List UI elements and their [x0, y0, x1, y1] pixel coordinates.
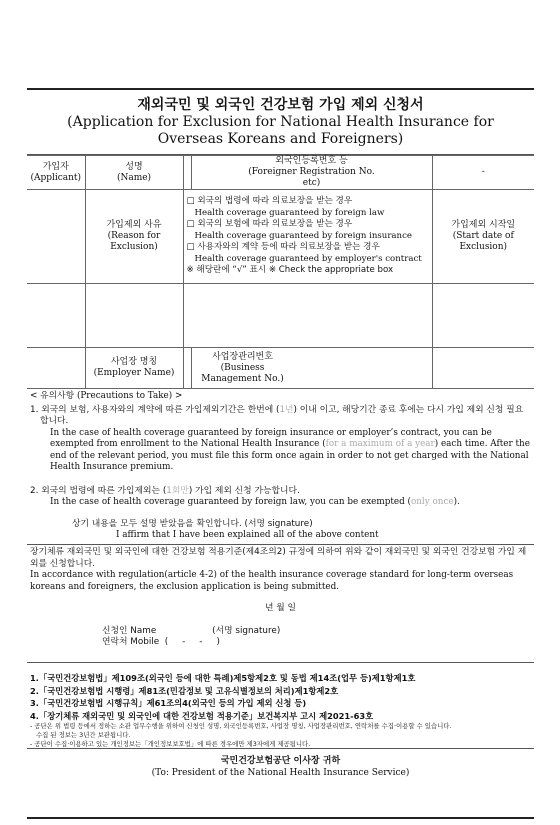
blank-cell: [85, 284, 183, 348]
reason-opt2-en: Health coverage guaranteed by foreign insurance: [194, 230, 412, 241]
form-title-block: [27, 90, 534, 155]
applicant-label-cell: [27, 156, 85, 190]
applicant-signature-line[interactable]: 신청인 Name (서명 signature): [102, 625, 281, 636]
applicant-table: [27, 155, 534, 389]
precaution-1-en: In the case of health coverage guaranteed by foreign insurance or employer’s contract, you can be exempted from enrollment to the National Health Insurance (for a maximum of a year) each time. After the end of the relevant period, you must file this form once again in order to not get charged with the National Health Insurance premium.: [50, 427, 530, 472]
precaution-1: 1. 외국의 보험, 사용자와의 계약에 따른 가입제외기간은 한번에 (1년) 이내 이고, 해당기간 종료 후에는 다시 가입 제외 신청 필요합니다.: [30, 404, 524, 426]
registration-label-ko: 외국인등록번호 등: [275, 156, 348, 166]
application-form: [27, 88, 534, 819]
business-no-label-ko: 사업장관리번호: [212, 351, 273, 362]
employer-name-label-en: (Employer Name): [93, 368, 175, 378]
start-date-field[interactable]: [432, 284, 534, 348]
name-label-ko: 성명: [125, 161, 143, 172]
reason-opt3-ko: 사용자와의 계약 등에 따라 의료보장을 받는 경우: [197, 242, 380, 253]
start-date-label-ko: 가입제외 시작일: [451, 220, 516, 230]
privacy-note-1b: 수집 된 정보는 3년간 보관됩니다.: [36, 731, 131, 739]
law-2: 2.「국민건강보험법 시행령」제81조(민감정보 및 고유식별정보의 처리)제1항제2호: [30, 685, 339, 696]
blank-cell: [27, 348, 85, 389]
check-note: ※ 해당란에 “√” 표시 ※ Check the appropriate box: [186, 265, 394, 276]
footer-ko: 국민건강보험공단 이사장 귀하: [220, 756, 341, 766]
registration-label-cell: [191, 156, 432, 190]
employer-name-label-cell: [85, 348, 183, 389]
declaration-en: In accordance with regulation(article 4-2) of the health insurance coverage standard for long-term overseas koreans and foreigners, the exclusion application is being submitted.: [30, 570, 514, 592]
business-no-label-cell: [191, 348, 432, 389]
name-label-en: (Name): [116, 172, 152, 183]
precautions-section: [27, 389, 534, 545]
reason-label-cell: [85, 190, 183, 284]
declaration-ko: 장기체류 재외국민 및 외국인에 대한 건강보험 적용기준(제4조의2) 규정에 의하여 위와 같이 재외국민 및 외국인 건강보험 가입 제외를 신청합니다.: [30, 547, 527, 569]
checkbox-icon[interactable]: □: [186, 196, 195, 207]
law-3: 3.「국민건강보험법 시행규칙」제61조의4(외국인 등의 가입 제외 신청 등): [30, 698, 307, 708]
registration-label-en1: (Foreigner Registration No.: [248, 167, 375, 177]
applicant-label-ko: 가입자: [42, 161, 69, 172]
blank-cell: [27, 284, 85, 348]
mobile-line[interactable]: 연락처 Mobile ( - - ): [102, 637, 220, 647]
declaration-section: [27, 545, 534, 663]
precaution-2: 2. 외국의 법령에 따른 가입제외는 (1회만) 가입 제외 신청 가능합니다.: [30, 485, 300, 496]
reason-option-foreign-law[interactable]: [187, 196, 430, 208]
reason-entry-field[interactable]: [183, 284, 432, 348]
start-date-label-en1: (Start date of: [452, 231, 514, 241]
registration-label-en2: etc): [302, 178, 321, 188]
law-1: 1.「국민건강보험법」제109조(외국인 등에 대한 특례)제5항제2호 및 동법 제14조(업무 등)제1항제1호: [30, 673, 416, 683]
form-title-ko: 재외국민 및 외국인 건강보험 가입 제외 신청서: [137, 97, 424, 113]
name-label-cell: [85, 156, 183, 190]
privacy-note-1: - 공단은 위 법령 등에서 정하는 소관 업무수행을 위하여 신청인 성명, 외국인등록번호, 사업장 명칭, 사업장관리번호, 연락처를 수집·이용할 수 있습니다.: [30, 722, 452, 730]
business-no-label-en1: (Business: [220, 362, 265, 373]
applicant-label-en: (Applicant): [30, 172, 82, 183]
reason-label-en1: (Reason for: [107, 231, 161, 241]
precaution-2-en: In the case of health coverage guaranteed by foreign law, you can be exempted (only once).: [50, 497, 460, 507]
reason-label-ko: 가입제외 사유: [106, 220, 162, 230]
confirm-ko: 상기 내용을 모두 설명 받았음을 확인합니다. (서명 signature): [72, 518, 313, 529]
checkbox-icon[interactable]: □: [186, 219, 195, 230]
business-no-label-en2: Management No.): [201, 373, 284, 384]
footer-en: (To: President of the National Health Insurance Service): [151, 768, 410, 778]
business-no-field[interactable]: [432, 348, 534, 389]
form-title-en-line1: (Application for Exclusion for National Health Insurance for: [67, 114, 494, 130]
reason-options-cell: [183, 190, 432, 284]
checkbox-icon[interactable]: □: [186, 242, 195, 253]
reason-label-en2: Exclusion): [110, 242, 158, 252]
reason-opt2-ko: 외국의 보험에 따라 의료보장을 받는 경우: [197, 219, 353, 230]
start-date-label-en2: Exclusion): [459, 242, 508, 252]
form-title-en-line2: Overseas Koreans and Foreigners): [157, 131, 404, 147]
registration-field[interactable]: -: [432, 156, 534, 190]
employer-name-field[interactable]: [183, 348, 191, 389]
precautions-header: < 유의사항 (Precautions to Take) >: [30, 391, 183, 401]
reason-option-foreign-insurance[interactable]: [187, 219, 430, 231]
reason-opt1-ko: 외국의 법령에 따라 의료보장을 받는 경우: [197, 196, 353, 207]
reason-option-employer-contract[interactable]: [187, 242, 430, 254]
privacy-note-2: - 공단이 수집·이용하고 있는 개인정보는「개인정보보호법」에 따른 경우에만 제3자에게 제공됩니다.: [30, 740, 311, 748]
law-4: 4.「장기체류 재외국민 및 외국인에 대한 건강보험 적용기준」보건복지부 고시 제2021-63호: [30, 710, 374, 721]
confirm-en: I affirm that I have been explained all of the above content: [116, 530, 379, 540]
reason-opt3-en: Health coverage guaranteed by employer's contract: [194, 253, 422, 264]
footer-block: [27, 749, 534, 779]
start-date-label-cell: [432, 190, 534, 284]
employer-name-label-ko: 사업장 명칭: [110, 357, 158, 367]
name-field[interactable]: [183, 156, 191, 190]
date-line[interactable]: 년 월 일: [264, 603, 297, 613]
reason-opt1-en: Health coverage guaranteed by foreign law: [194, 207, 385, 218]
legal-basis-section: [27, 663, 534, 749]
reason-blank-cell: [27, 190, 85, 284]
